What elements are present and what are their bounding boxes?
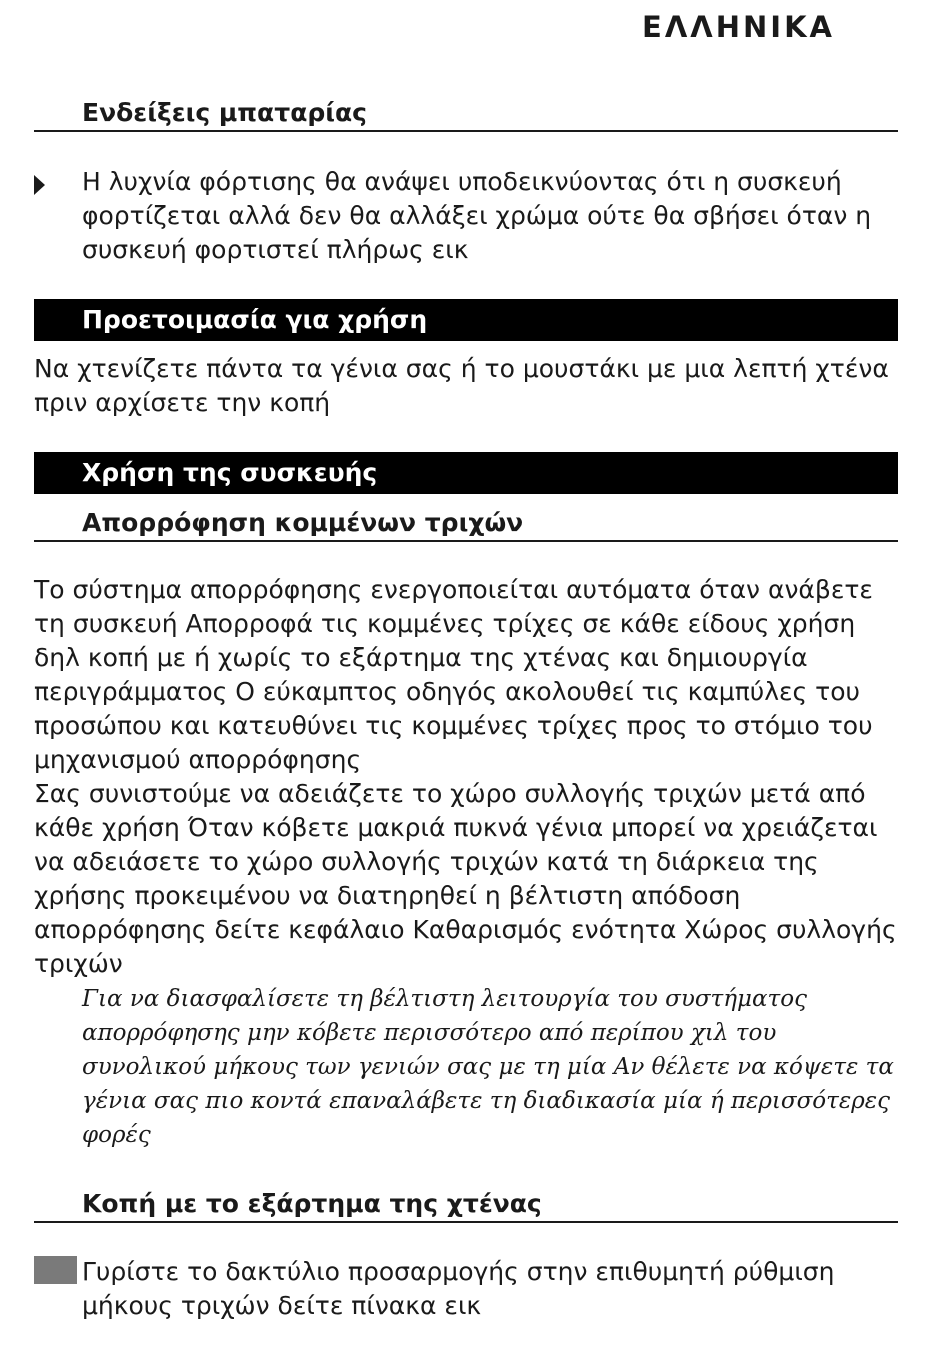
- section-title-preparation: Προετοιμασία για χρήση: [34, 299, 898, 341]
- section-title-usage: Χρήση της συσκευής: [34, 452, 898, 494]
- bullet-icon: [34, 175, 45, 195]
- note-paragraph: Για να διασφαλίσετε τη βέλτιστη λειτουργία του συστήματος απορρόφησης μην κόβετε περισσότερο από περίπου χιλ του συνολικού μήκους των γενιών σας με τη μία Αν θέλετε να κόψετε τα γένια σας πιο κοντά επαναλάβετε τη διαδικασία μία ή περισσότερες φορές: [82, 986, 894, 1148]
- recommendation-paragraph: Σας συνιστούμε να αδειάζετε το χώρο συλλογής τριχών μετά από κάθε χρήση Όταν κόβετε μακριά πυκνά γένια μπορεί να χρειάζεται να αδειάσετε το χώρο συλλογής τριχών κατά τη διάρκεια της χρήσης προκειμένου να διατηρηθεί η βέλτιστη απόδοση απορρόφησης δείτε κεφάλαιο Καθαρισμός ενότητα Χώρος συλλογής τριχών: [34, 779, 897, 978]
- suction-paragraph: Το σύστημα απορρόφησης ενεργοποιείται αυτόματα όταν ανάβετε τη συσκευή Απορροφά τις κομμένες τρίχες σε κάθε είδους χρήση δηλ κοπή με ή χωρίς το εξάρτημα της χτένας και δημιουργία περιγράμματος Ο εύκαμπτος οδηγός ακολουθεί τις καμπύλες του προσώπου και κατευθύνει τις κομμένες τρίχες προς το στόμιο του μηχανισμού απορρόφησης: [34, 575, 873, 774]
- section-title-battery: Ενδείξεις μπαταρίας: [34, 96, 898, 132]
- subsection-title-comb: Κοπή με το εξάρτημα της χτένας: [34, 1187, 898, 1223]
- step-text: Γυρίστε το δακτύλιο προσαρμογής στην επιθυμητή ρύθμιση μήκους τριχών δείτε πίνακα εικ: [82, 1257, 835, 1320]
- language-header: ΕΛΛΗΝΙΚΑ: [642, 10, 835, 44]
- battery-bullet-text: Η λυχνία φόρτισης θα ανάψει υποδεικνύοντας ότι η συσκευή φορτίζεται αλλά δεν θα αλλάξει χρώμα ούτε θα σβήσει όταν η συσκευή φορτιστεί πλήρως εικ: [82, 167, 872, 264]
- step-number-box: [34, 1256, 77, 1284]
- subsection-title-suction: Απορρόφηση κομμένων τριχών: [34, 506, 898, 542]
- preparation-text: Να χτενίζετε πάντα τα γένια σας ή το μουστάκι με μια λεπτή χτένα πριν αρχίσετε την κοπή: [34, 354, 889, 417]
